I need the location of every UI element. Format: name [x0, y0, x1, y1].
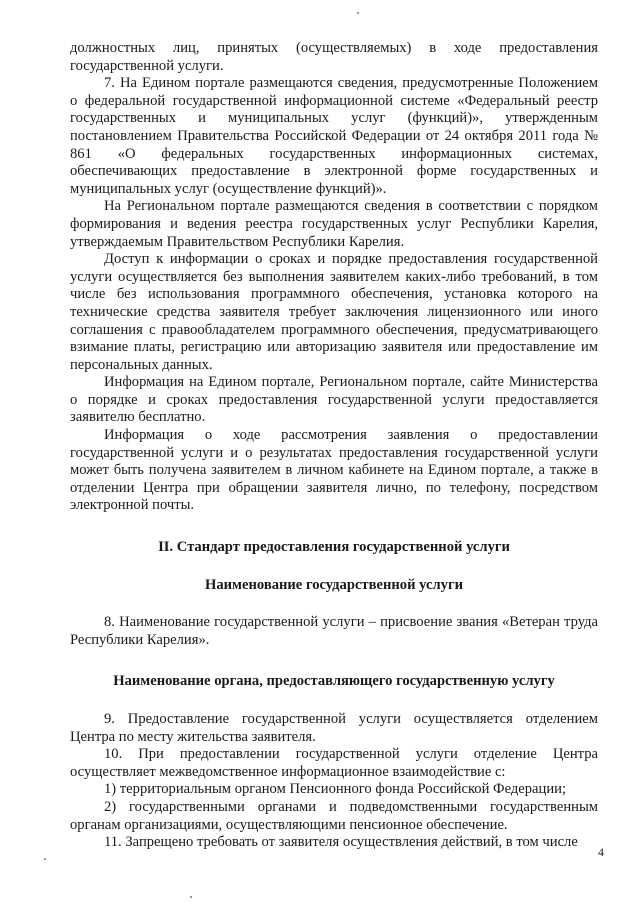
paragraph-9: 9. Предоставление государственной услуги осуществляется отделением Центра по месту жительства заявителя.: [70, 711, 598, 745]
paragraph-intro: должностных лиц, принятых (осуществляемых) в ходе предоставления государственной услуги.: [70, 40, 598, 74]
list-item-10-2: 2) государственными органами и подведомственными государственным органам организациями, осуществляющими пенсионное обеспечение.: [70, 798, 598, 833]
authority-name-heading: Наименование органа, предоставляющего государственную услугу: [113, 673, 555, 690]
document-body: [70, 40, 598, 852]
service-name-heading: Наименование государственной услуги: [205, 576, 463, 593]
paragraph-7: 7. На Едином портале размещаются сведения, предусмотренные Положением о федеральной государственной информационной системе «Федеральный реестр государственных и муниципальных услуг (функций)», утвержденным постановлением Правительства Российской Федерации от 24 октября 2011 года № 861 «О федеральных государственных информационных системах, обеспечивающих предоставление в электронной форме государственных и муниципальных услуг (осуществление функций)».: [70, 75, 598, 197]
paragraph-11: 11. Запрещено требовать от заявителя осуществления действий, в том числе: [104, 834, 578, 851]
page-number: 4: [598, 845, 604, 859]
scan-speck: [357, 12, 359, 14]
section-ii-heading: II. Стандарт предоставления государственной услуги: [158, 539, 510, 556]
list-item-10-1: 1) территориальным органом Пенсионного фонда Российской Федерации;: [104, 781, 567, 798]
scan-speck: [190, 896, 192, 898]
paragraph-status-info: Информация о ходе рассмотрения заявления о предоставлении государственной услуги и о результатах предоставления государственной услуги может быть получена заявителем в личном кабинете на Едином портале, а также в отделении Центра при обращении заявителя лично, по телефону, посредством электронной почты.: [70, 427, 598, 514]
paragraph-regional-portal: На Региональном портале размещаются сведения в соответствии с порядком формирования и ведения реестра государственных услуг Республики Карелия, утверждаемым Правительством Республики Карелия.: [70, 198, 598, 250]
scan-speck: [44, 858, 46, 860]
paragraph-8: 8. Наименование государственной услуги – присвоение звания «Ветеран труда Республики Карелия».: [70, 614, 598, 648]
paragraph-10: 10. При предоставлении государственной услуги отделение Центра осуществляет межведомственное информационное взаимодействие с:: [70, 746, 598, 780]
paragraph-access-info: Доступ к информации о сроках и порядке предоставления государственной услуги осуществляется без выполнения заявителем каких-либо требований, в том числе без использования программного обеспечения, установка которого на технические средства заявителя требует заключения лицензионного или иного соглашения с правообладателем программного обеспечения, предусматривающего взимание платы, регистрацию или авторизацию заявителя или предоставление им персональных данных.: [70, 251, 598, 373]
paragraph-free-info: Информация на Едином портале, Региональном портале, сайте Министерства о порядке и сроках предоставления государственной услуги предоставляется заявителю бесплатно.: [70, 374, 598, 426]
